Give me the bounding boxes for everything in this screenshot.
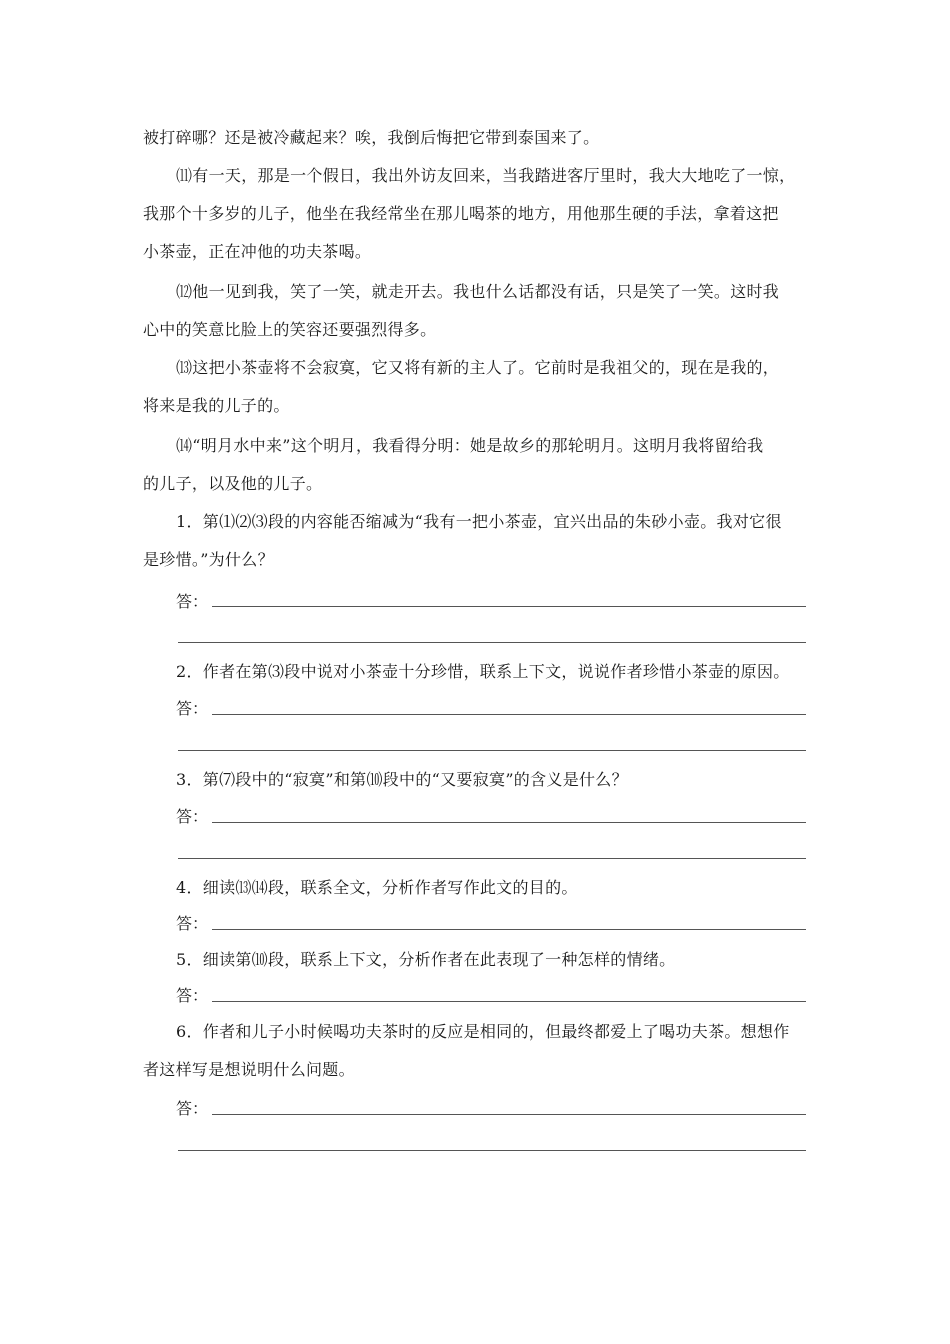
passage-line: 的儿子，以及他的儿子。 xyxy=(143,474,323,493)
question-5: 5．细读第⑽段，联系上下文，分析作者在此表现了一种怎样的情绪。 xyxy=(176,950,676,969)
question-6-cont: 者这样写是想说明什么问题。 xyxy=(143,1060,355,1079)
answer-line[interactable] xyxy=(178,750,806,751)
answer-line[interactable] xyxy=(212,929,806,930)
answer-line[interactable] xyxy=(178,858,806,859)
answer-label: 答： xyxy=(176,699,209,718)
paragraph-11: ⑾有一天，那是一个假日，我出外访友回来，当我踏进客厅里时，我大大地吃了一惊， xyxy=(176,166,796,185)
paragraph-12: ⑿他一见到我，笑了一笑，就走开去。我也什么话都没有话，只是笑了一笑。这时我 xyxy=(176,282,780,301)
passage-line: 小茶壶，正在冲他的功夫茶喝。 xyxy=(143,242,372,261)
passage-line: 被打碎哪？还是被冷藏起来？唉，我倒后悔把它带到泰国来了。 xyxy=(143,128,600,147)
question-2: 2．作者在第⑶段中说对小茶壶十分珍惜，联系上下文，说说作者珍惜小茶壶的原因。 xyxy=(176,662,790,681)
passage-line: 心中的笑意比脸上的笑容还要强烈得多。 xyxy=(143,320,437,339)
question-4: 4．细读⒀⒁段，联系全文，分析作者写作此文的目的。 xyxy=(176,878,578,897)
answer-label: 答： xyxy=(176,592,209,611)
passage-line: 将来是我的儿子的。 xyxy=(143,396,290,415)
answer-line[interactable] xyxy=(212,822,806,823)
answer-label: 答： xyxy=(176,807,209,826)
question-1: 1．第⑴⑵⑶段的内容能否缩减为“我有一把小茶壶，宜兴出品的朱砂小壶。我对它很 xyxy=(176,512,782,531)
answer-label: 答： xyxy=(176,914,209,933)
answer-line[interactable] xyxy=(212,1001,806,1002)
paragraph-14: ⒁“明月水中来”这个明月，我看得分明：她是故乡的那轮明月。这明月我将留给我 xyxy=(176,436,764,455)
answer-line[interactable] xyxy=(178,642,806,643)
paragraph-13: ⒀这把小茶壶将不会寂寞，它又将有新的主人了。它前时是我祖父的，现在是我的， xyxy=(176,358,780,377)
answer-line[interactable] xyxy=(212,714,806,715)
answer-line[interactable] xyxy=(178,1150,806,1151)
question-6: 6．作者和儿子小时候喝功夫茶时的反应是相同的，但最终都爱上了喝功夫茶。想想作 xyxy=(176,1022,790,1041)
answer-line[interactable] xyxy=(212,606,806,607)
passage-line: 我那个十多岁的儿子，他坐在我经常坐在那儿喝茶的地方，用他那生硬的手法，拿着这把 xyxy=(143,204,779,223)
answer-label: 答： xyxy=(176,986,209,1005)
answer-label: 答： xyxy=(176,1099,209,1118)
answer-line[interactable] xyxy=(212,1114,806,1115)
question-1-cont: 是珍惜。”为什么？ xyxy=(143,550,274,569)
question-3: 3．第⑺段中的“寂寞”和第⑽段中的“又要寂寞”的含义是什么？ xyxy=(176,770,628,789)
